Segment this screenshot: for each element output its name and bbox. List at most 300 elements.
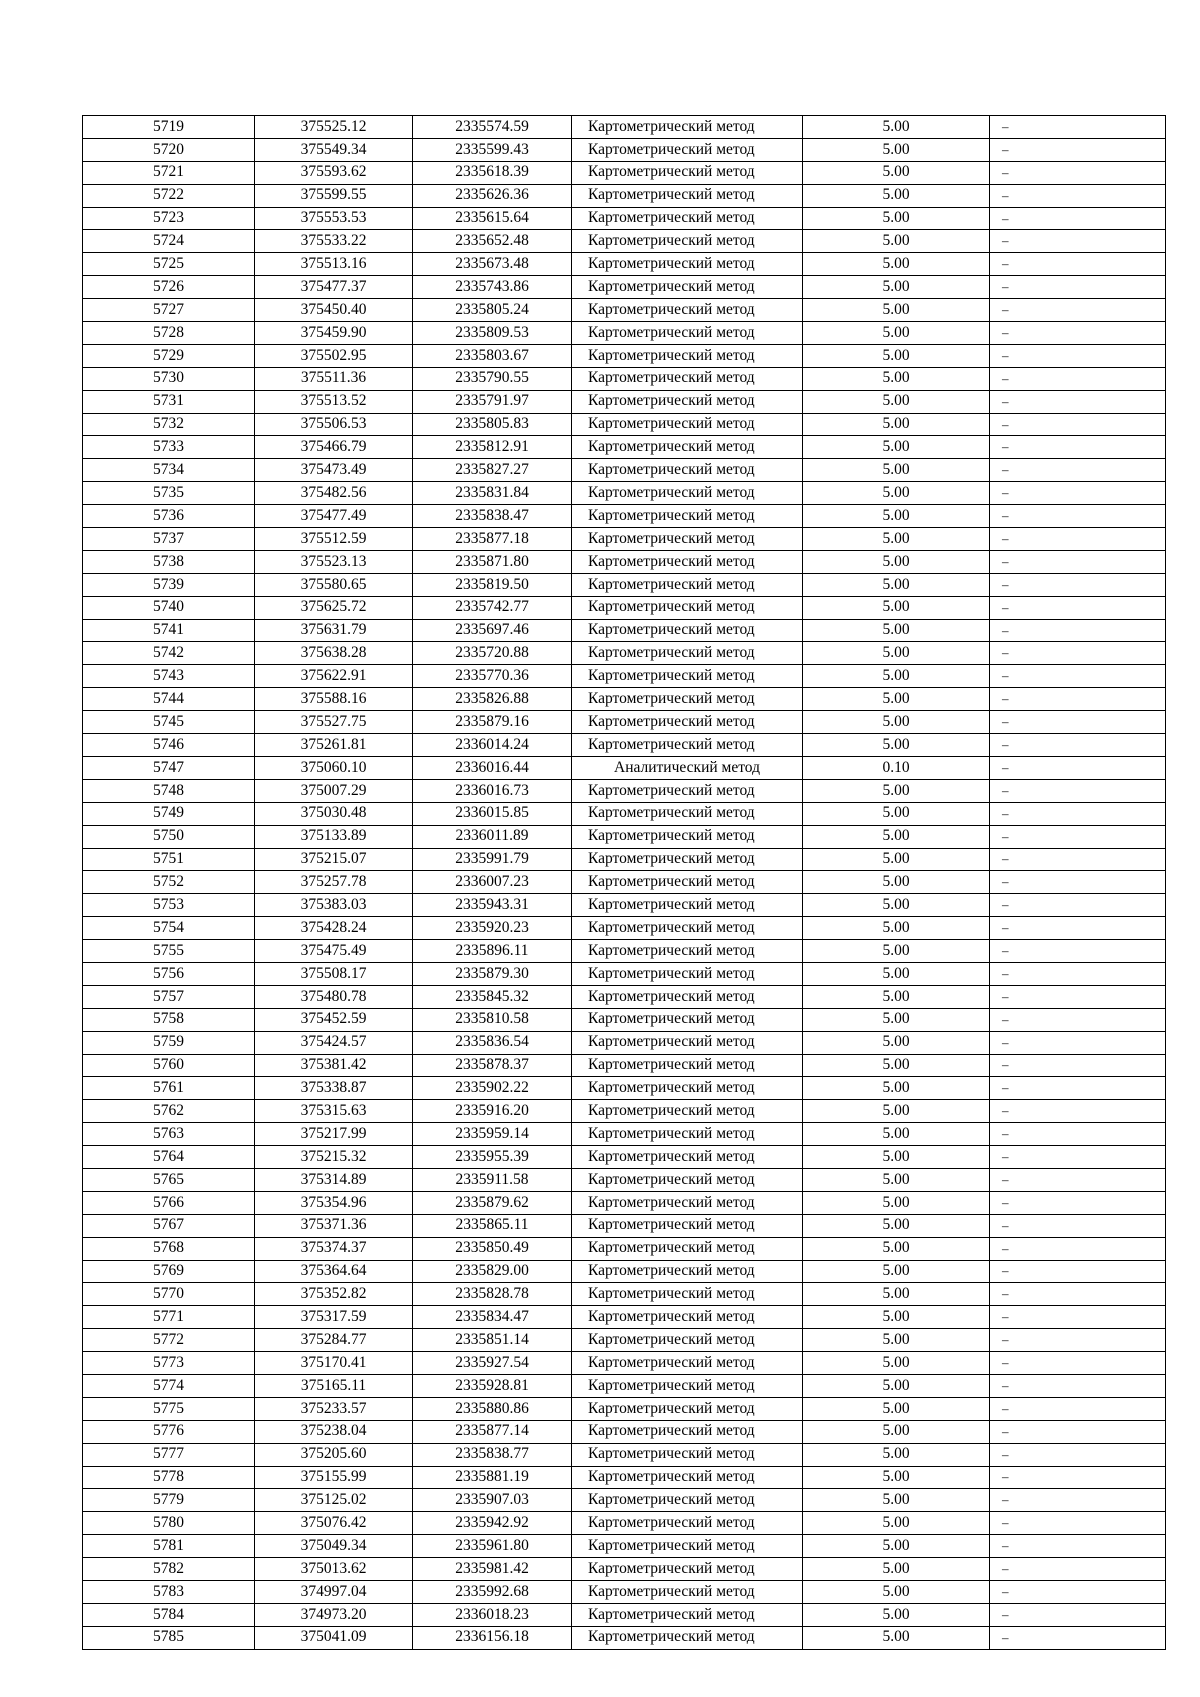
note-cell: –: [990, 848, 1166, 871]
coordinate-y-cell: 2335652.48: [413, 230, 572, 253]
coordinate-x-cell: 375625.72: [255, 596, 413, 619]
table-row: [83, 138, 1166, 161]
note-cell: –: [990, 1100, 1166, 1123]
accuracy-cell: 5.00: [803, 1558, 990, 1581]
note-cell: –: [990, 688, 1166, 711]
table-row: [83, 184, 1166, 207]
method-cell: Картометрический метод: [572, 230, 803, 253]
coordinate-y-cell: 2335626.36: [413, 184, 572, 207]
method-cell: Картометрический метод: [572, 619, 803, 642]
point-number-cell: 5760: [83, 1054, 255, 1077]
accuracy-cell: 5.00: [803, 138, 990, 161]
method-cell: Картометрический метод: [572, 779, 803, 802]
point-number-cell: 5769: [83, 1260, 255, 1283]
point-number-cell: 5749: [83, 802, 255, 825]
coordinate-y-cell: 2335826.88: [413, 688, 572, 711]
coordinate-x-cell: 375506.53: [255, 413, 413, 436]
note-cell: –: [990, 985, 1166, 1008]
note-cell: –: [990, 665, 1166, 688]
coordinate-x-cell: 375125.02: [255, 1489, 413, 1512]
coordinate-y-cell: 2335829.00: [413, 1260, 572, 1283]
table-row: [83, 1237, 1166, 1260]
method-cell: Картометрический метод: [572, 1237, 803, 1260]
accuracy-cell: 5.00: [803, 1008, 990, 1031]
accuracy-cell: 5.00: [803, 1054, 990, 1077]
accuracy-cell: 5.00: [803, 1031, 990, 1054]
note-cell: –: [990, 1374, 1166, 1397]
note-cell: –: [990, 1603, 1166, 1626]
table-row: [83, 619, 1166, 642]
method-cell: Картометрический метод: [572, 1306, 803, 1329]
coordinate-x-cell: 375317.59: [255, 1306, 413, 1329]
point-number-cell: 5781: [83, 1535, 255, 1558]
accuracy-cell: 5.00: [803, 482, 990, 505]
coordinate-x-cell: 375513.16: [255, 253, 413, 276]
coordinate-x-cell: 375475.49: [255, 940, 413, 963]
method-cell: Картометрический метод: [572, 299, 803, 322]
coordinate-y-cell: 2336011.89: [413, 825, 572, 848]
accuracy-cell: 5.00: [803, 688, 990, 711]
coordinate-x-cell: 375599.55: [255, 184, 413, 207]
method-cell: Картометрический метод: [572, 894, 803, 917]
coordinate-y-cell: 2335959.14: [413, 1123, 572, 1146]
method-cell: Картометрический метод: [572, 917, 803, 940]
table-row: [83, 1306, 1166, 1329]
note-cell: –: [990, 1123, 1166, 1146]
point-number-cell: 5763: [83, 1123, 255, 1146]
coordinate-x-cell: 375215.07: [255, 848, 413, 871]
method-cell: Картометрический метод: [572, 550, 803, 573]
note-cell: –: [990, 1329, 1166, 1352]
note-cell: –: [990, 1626, 1166, 1649]
point-number-cell: 5745: [83, 711, 255, 734]
table-row: [83, 734, 1166, 757]
table-row: [83, 1123, 1166, 1146]
coordinate-x-cell: 375459.90: [255, 322, 413, 345]
table-row: [83, 1626, 1166, 1649]
point-number-cell: 5731: [83, 390, 255, 413]
coordinate-y-cell: 2335907.03: [413, 1489, 572, 1512]
accuracy-cell: 5.00: [803, 528, 990, 551]
point-number-cell: 5742: [83, 642, 255, 665]
point-number-cell: 5774: [83, 1374, 255, 1397]
method-cell: Картометрический метод: [572, 1008, 803, 1031]
coordinate-x-cell: 375261.81: [255, 734, 413, 757]
method-cell: Картометрический метод: [572, 1260, 803, 1283]
coordinate-x-cell: 374973.20: [255, 1603, 413, 1626]
accuracy-cell: 5.00: [803, 116, 990, 139]
coordinate-x-cell: 375512.59: [255, 528, 413, 551]
table-row: [83, 482, 1166, 505]
coordinate-y-cell: 2335879.62: [413, 1191, 572, 1214]
method-cell: Картометрический метод: [572, 1168, 803, 1191]
method-cell: Картометрический метод: [572, 367, 803, 390]
note-cell: –: [990, 116, 1166, 139]
coordinate-y-cell: 2335834.47: [413, 1306, 572, 1329]
table-row: [83, 1581, 1166, 1604]
accuracy-cell: 5.00: [803, 1329, 990, 1352]
method-cell: Картометрический метод: [572, 207, 803, 230]
accuracy-cell: 5.00: [803, 665, 990, 688]
accuracy-cell: 5.00: [803, 894, 990, 917]
point-number-cell: 5741: [83, 619, 255, 642]
coordinate-x-cell: 375381.42: [255, 1054, 413, 1077]
point-number-cell: 5726: [83, 276, 255, 299]
table-row: [83, 779, 1166, 802]
table-row: [83, 1535, 1166, 1558]
accuracy-cell: 5.00: [803, 985, 990, 1008]
note-cell: –: [990, 642, 1166, 665]
method-cell: Картометрический метод: [572, 528, 803, 551]
coordinate-x-cell: 375513.52: [255, 390, 413, 413]
coordinate-y-cell: 2335803.67: [413, 344, 572, 367]
method-cell: Картометрический метод: [572, 734, 803, 757]
table-row: [83, 1443, 1166, 1466]
coordinate-y-cell: 2335805.24: [413, 299, 572, 322]
coordinate-x-cell: 375588.16: [255, 688, 413, 711]
table-row: [83, 344, 1166, 367]
point-number-cell: 5751: [83, 848, 255, 871]
coordinate-y-cell: 2335720.88: [413, 642, 572, 665]
method-cell: Картометрический метод: [572, 1558, 803, 1581]
coordinate-x-cell: 375374.37: [255, 1237, 413, 1260]
table-row: [83, 1077, 1166, 1100]
coordinate-x-cell: 375631.79: [255, 619, 413, 642]
coordinate-x-cell: 375553.53: [255, 207, 413, 230]
table-row: [83, 642, 1166, 665]
accuracy-cell: 5.00: [803, 1214, 990, 1237]
accuracy-cell: 5.00: [803, 413, 990, 436]
accuracy-cell: 5.00: [803, 207, 990, 230]
point-number-cell: 5762: [83, 1100, 255, 1123]
accuracy-cell: 5.00: [803, 1146, 990, 1169]
accuracy-cell: 5.00: [803, 1626, 990, 1649]
accuracy-cell: 5.00: [803, 1100, 990, 1123]
coordinate-y-cell: 2335880.86: [413, 1397, 572, 1420]
accuracy-cell: 5.00: [803, 390, 990, 413]
point-number-cell: 5734: [83, 459, 255, 482]
accuracy-cell: 5.00: [803, 802, 990, 825]
method-cell: Картометрический метод: [572, 1214, 803, 1237]
coordinate-y-cell: 2335828.78: [413, 1283, 572, 1306]
point-number-cell: 5750: [83, 825, 255, 848]
point-number-cell: 5748: [83, 779, 255, 802]
point-number-cell: 5758: [83, 1008, 255, 1031]
method-cell: Картометрический метод: [572, 711, 803, 734]
accuracy-cell: 5.00: [803, 505, 990, 528]
method-cell: Картометрический метод: [572, 871, 803, 894]
point-number-cell: 5773: [83, 1352, 255, 1375]
coordinate-y-cell: 2336018.23: [413, 1603, 572, 1626]
method-cell: Картометрический метод: [572, 184, 803, 207]
coordinate-x-cell: 375580.65: [255, 573, 413, 596]
coordinate-x-cell: 375049.34: [255, 1535, 413, 1558]
accuracy-cell: 5.00: [803, 1512, 990, 1535]
method-cell: Картометрический метод: [572, 573, 803, 596]
coordinate-y-cell: 2335981.42: [413, 1558, 572, 1581]
note-cell: –: [990, 1512, 1166, 1535]
accuracy-cell: 5.00: [803, 1306, 990, 1329]
method-cell: Картометрический метод: [572, 1077, 803, 1100]
table-row: [83, 917, 1166, 940]
coordinate-y-cell: 2335770.36: [413, 665, 572, 688]
coordinate-y-cell: 2335955.39: [413, 1146, 572, 1169]
coordinate-x-cell: 375511.36: [255, 367, 413, 390]
table-row: [83, 230, 1166, 253]
method-cell: Картометрический метод: [572, 436, 803, 459]
accuracy-cell: 5.00: [803, 344, 990, 367]
coordinate-y-cell: 2335673.48: [413, 253, 572, 276]
accuracy-cell: 5.00: [803, 1466, 990, 1489]
method-cell: Картометрический метод: [572, 344, 803, 367]
method-cell: Картометрический метод: [572, 1626, 803, 1649]
point-number-cell: 5780: [83, 1512, 255, 1535]
note-cell: –: [990, 779, 1166, 802]
method-cell: Картометрический метод: [572, 1100, 803, 1123]
coordinate-x-cell: 375076.42: [255, 1512, 413, 1535]
note-cell: –: [990, 253, 1166, 276]
note-cell: –: [990, 1031, 1166, 1054]
method-cell: Картометрический метод: [572, 413, 803, 436]
coordinate-y-cell: 2335618.39: [413, 161, 572, 184]
method-cell: Картометрический метод: [572, 1123, 803, 1146]
point-number-cell: 5757: [83, 985, 255, 1008]
point-number-cell: 5756: [83, 962, 255, 985]
accuracy-cell: 5.00: [803, 1260, 990, 1283]
coordinate-x-cell: 375170.41: [255, 1352, 413, 1375]
coordinate-y-cell: 2335836.54: [413, 1031, 572, 1054]
coordinate-y-cell: 2335838.47: [413, 505, 572, 528]
coordinate-x-cell: 375508.17: [255, 962, 413, 985]
point-number-cell: 5720: [83, 138, 255, 161]
table-row: [83, 1352, 1166, 1375]
accuracy-cell: 5.00: [803, 711, 990, 734]
point-number-cell: 5779: [83, 1489, 255, 1512]
accuracy-cell: 5.00: [803, 253, 990, 276]
point-number-cell: 5725: [83, 253, 255, 276]
table-row: [83, 1489, 1166, 1512]
method-cell: Картометрический метод: [572, 1466, 803, 1489]
accuracy-cell: 5.00: [803, 1123, 990, 1146]
accuracy-cell: 5.00: [803, 917, 990, 940]
table-row: [83, 665, 1166, 688]
coordinate-y-cell: 2335809.53: [413, 322, 572, 345]
point-number-cell: 5771: [83, 1306, 255, 1329]
table-row: [83, 505, 1166, 528]
note-cell: –: [990, 1443, 1166, 1466]
note-cell: –: [990, 344, 1166, 367]
method-cell: Картометрический метод: [572, 138, 803, 161]
method-cell: Картометрический метод: [572, 253, 803, 276]
accuracy-cell: 5.00: [803, 619, 990, 642]
point-number-cell: 5721: [83, 161, 255, 184]
note-cell: –: [990, 161, 1166, 184]
coordinate-y-cell: 2335881.19: [413, 1466, 572, 1489]
method-cell: Картометрический метод: [572, 1191, 803, 1214]
table-row: [83, 390, 1166, 413]
coordinate-y-cell: 2335810.58: [413, 1008, 572, 1031]
table-row: [83, 1397, 1166, 1420]
coordinate-x-cell: 375314.89: [255, 1168, 413, 1191]
coordinate-y-cell: 2335942.92: [413, 1512, 572, 1535]
coordinate-y-cell: 2336015.85: [413, 802, 572, 825]
point-number-cell: 5755: [83, 940, 255, 963]
accuracy-cell: 5.00: [803, 276, 990, 299]
coordinate-x-cell: 375315.63: [255, 1100, 413, 1123]
table-row: [83, 688, 1166, 711]
method-cell: Картометрический метод: [572, 848, 803, 871]
method-cell: Картометрический метод: [572, 1146, 803, 1169]
coordinate-x-cell: 375030.48: [255, 802, 413, 825]
table-row: [83, 711, 1166, 734]
coordinate-x-cell: 375424.57: [255, 1031, 413, 1054]
table-row: [83, 207, 1166, 230]
point-number-cell: 5761: [83, 1077, 255, 1100]
coordinate-y-cell: 2336014.24: [413, 734, 572, 757]
method-cell: Картометрический метод: [572, 688, 803, 711]
table-row: [83, 1146, 1166, 1169]
coordinate-x-cell: 375060.10: [255, 756, 413, 779]
point-number-cell: 5739: [83, 573, 255, 596]
method-cell: Картометрический метод: [572, 825, 803, 848]
accuracy-cell: 5.00: [803, 962, 990, 985]
method-cell: Картометрический метод: [572, 1397, 803, 1420]
point-number-cell: 5776: [83, 1420, 255, 1443]
coordinate-y-cell: 2335845.32: [413, 985, 572, 1008]
coordinate-x-cell: 375477.37: [255, 276, 413, 299]
coordinate-y-cell: 2335742.77: [413, 596, 572, 619]
coordinate-x-cell: 375352.82: [255, 1283, 413, 1306]
point-number-cell: 5744: [83, 688, 255, 711]
note-cell: –: [990, 413, 1166, 436]
coordinate-x-cell: 375371.36: [255, 1214, 413, 1237]
note-cell: –: [990, 1558, 1166, 1581]
note-cell: –: [990, 1397, 1166, 1420]
table-row: [83, 962, 1166, 985]
coordinate-y-cell: 2335831.84: [413, 482, 572, 505]
note-cell: –: [990, 230, 1166, 253]
table-row: [83, 253, 1166, 276]
table-row: [83, 756, 1166, 779]
method-cell: Картометрический метод: [572, 1512, 803, 1535]
table-row: [83, 1191, 1166, 1214]
coordinate-y-cell: 2335992.68: [413, 1581, 572, 1604]
method-cell: Картометрический метод: [572, 1283, 803, 1306]
table-row: [83, 825, 1166, 848]
note-cell: –: [990, 1146, 1166, 1169]
coordinate-y-cell: 2335928.81: [413, 1374, 572, 1397]
table-row: [83, 413, 1166, 436]
method-cell: Картометрический метод: [572, 1329, 803, 1352]
coordinate-y-cell: 2335791.97: [413, 390, 572, 413]
point-number-cell: 5766: [83, 1191, 255, 1214]
method-cell: Картометрический метод: [572, 1374, 803, 1397]
accuracy-cell: 5.00: [803, 184, 990, 207]
accuracy-cell: 5.00: [803, 1535, 990, 1558]
coordinate-x-cell: 375165.11: [255, 1374, 413, 1397]
table-row: [83, 985, 1166, 1008]
point-number-cell: 5719: [83, 116, 255, 139]
note-cell: –: [990, 1077, 1166, 1100]
accuracy-cell: 5.00: [803, 642, 990, 665]
note-cell: –: [990, 367, 1166, 390]
coordinate-y-cell: 2335838.77: [413, 1443, 572, 1466]
method-cell: Картометрический метод: [572, 116, 803, 139]
coordinate-x-cell: 375013.62: [255, 1558, 413, 1581]
note-cell: –: [990, 1581, 1166, 1604]
coordinate-y-cell: 2335850.49: [413, 1237, 572, 1260]
coordinate-y-cell: 2335943.31: [413, 894, 572, 917]
note-cell: –: [990, 1420, 1166, 1443]
point-number-cell: 5754: [83, 917, 255, 940]
method-cell: Картометрический метод: [572, 1603, 803, 1626]
accuracy-cell: 5.00: [803, 1283, 990, 1306]
coordinate-x-cell: 375480.78: [255, 985, 413, 1008]
point-number-cell: 5723: [83, 207, 255, 230]
coordinate-x-cell: 375354.96: [255, 1191, 413, 1214]
table-row: [83, 528, 1166, 551]
accuracy-cell: 5.00: [803, 1191, 990, 1214]
note-cell: –: [990, 1489, 1166, 1512]
table-row: [83, 116, 1166, 139]
accuracy-cell: 5.00: [803, 299, 990, 322]
coordinate-y-cell: 2335877.18: [413, 528, 572, 551]
note-cell: –: [990, 871, 1166, 894]
coordinate-x-cell: 375041.09: [255, 1626, 413, 1649]
note-cell: –: [990, 1191, 1166, 1214]
coordinate-x-cell: 375482.56: [255, 482, 413, 505]
point-number-cell: 5785: [83, 1626, 255, 1649]
note-cell: –: [990, 390, 1166, 413]
table-row: [83, 1214, 1166, 1237]
table-row: [83, 299, 1166, 322]
coordinate-y-cell: 2335574.59: [413, 116, 572, 139]
coordinate-x-cell: 375338.87: [255, 1077, 413, 1100]
note-cell: –: [990, 596, 1166, 619]
point-number-cell: 5777: [83, 1443, 255, 1466]
coordinate-y-cell: 2335877.14: [413, 1420, 572, 1443]
accuracy-cell: 5.00: [803, 367, 990, 390]
coordinate-x-cell: 375473.49: [255, 459, 413, 482]
method-cell: Картометрический метод: [572, 665, 803, 688]
note-cell: –: [990, 1306, 1166, 1329]
point-number-cell: 5782: [83, 1558, 255, 1581]
method-cell: Картометрический метод: [572, 802, 803, 825]
coordinate-x-cell: 375477.49: [255, 505, 413, 528]
note-cell: –: [990, 1283, 1166, 1306]
coordinate-y-cell: 2335805.83: [413, 413, 572, 436]
note-cell: –: [990, 573, 1166, 596]
coordinate-y-cell: 2336016.44: [413, 756, 572, 779]
coordinate-y-cell: 2335916.20: [413, 1100, 572, 1123]
note-cell: –: [990, 1260, 1166, 1283]
note-cell: –: [990, 299, 1166, 322]
table-row: [83, 550, 1166, 573]
point-number-cell: 5735: [83, 482, 255, 505]
coordinate-x-cell: 375215.32: [255, 1146, 413, 1169]
coordinate-y-cell: 2336016.73: [413, 779, 572, 802]
accuracy-cell: 5.00: [803, 1603, 990, 1626]
coordinate-y-cell: 2335902.22: [413, 1077, 572, 1100]
coordinate-x-cell: 375523.13: [255, 550, 413, 573]
table-row: [83, 322, 1166, 345]
coordinate-y-cell: 2335911.58: [413, 1168, 572, 1191]
coordinate-y-cell: 2335878.37: [413, 1054, 572, 1077]
coordinate-y-cell: 2335896.11: [413, 940, 572, 963]
accuracy-cell: 5.00: [803, 848, 990, 871]
note-cell: –: [990, 482, 1166, 505]
point-number-cell: 5736: [83, 505, 255, 528]
